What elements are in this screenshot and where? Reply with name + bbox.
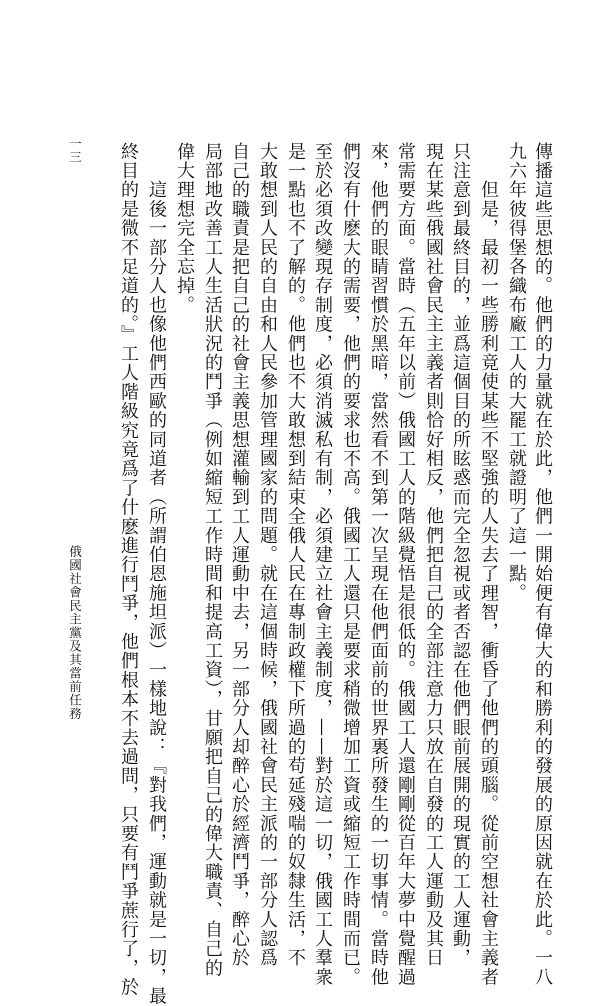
text-column-9: 至於必須改變現存制度，必須消滅私有制，必須建立社會主義制度，——對於這一切，俄國工人羣衆	[312, 142, 333, 987]
text-column-14: 偉大理想完全忘掉。	[174, 142, 195, 315]
running-title: 俄國社會民主黨及其當前任務	[67, 545, 83, 721]
text-column-12: 自己的職責是把自己的社會主義思想灌輸到工人運動中去，另一部分人却醉心於經濟鬥爭，醉心於	[229, 142, 250, 968]
text-column-1: 傳播這些思想的。他們的力量就在於此，他們一開始便有偉大的和勝利的發展的原因就在於此。一八	[532, 142, 553, 987]
page-number: 一三	[67, 137, 83, 164]
text-column-16: 終目的是微不足道的。』工人階級究竟爲了什麽進行鬥爭，他們根本不去過問，只要有鬥爭蔗行了，於	[118, 142, 139, 997]
text-column-10: 是一點也不了解的。他們也不大敢想到結束全俄人民在專制政權下所過的苟延殘喘的奴隸生活，不	[285, 142, 306, 968]
text-column-7: 來，他們的眼睛習慣於黑暗，當然看不到第一次呈現在他們面前的世界裏所發生的一切事情。當時他	[368, 142, 389, 987]
text-column-3: 但是，最初一些勝利竟使某些不堅強的人失去了理智，衝昏了他們的頭腦。從前空想社會主義者	[478, 142, 499, 987]
text-column-11: 大敢想到人民的自由和人民參加管理國家的問題。就在這個時候，俄國社會民主派的一部分人認爲	[257, 142, 278, 968]
text-column-13: 局部地改善工人生活狀況的鬥爭（例如縮短工作時間和提高工資），甘願把自己的偉大職責、自己的	[202, 142, 223, 978]
text-column-8: 們沒有什麽大的需要，他們的要求也不高。俄國工人還只是要求稍微增加工資或縮短工作時間而已。	[340, 142, 361, 987]
text-column-15: 這後一部分人也像他們西歐的同道者（所謂伯恩施坦派）一樣地說：『對我們，運動就是一切，最	[146, 142, 167, 1006]
text-column-5: 現在某些俄國社會民主主義者則恰好相反，他們把自己的全部注意力只放在自發的工人運動及其日	[423, 142, 444, 968]
text-column-6: 常需要方面。當時（五年以前）俄國工人的階級覺悟是很低的。俄國工人還剛剛從百年大夢中覺醒過	[395, 142, 416, 987]
text-column-2: 九六年彼得堡各織布廠工人的大罷工就證明了這一點。	[506, 142, 527, 603]
text-column-4: 只注意到最終目的，並爲這個目的所眩惑而完全忽視或者否認在他們眼前展開的現實的工人運動，	[450, 142, 471, 968]
